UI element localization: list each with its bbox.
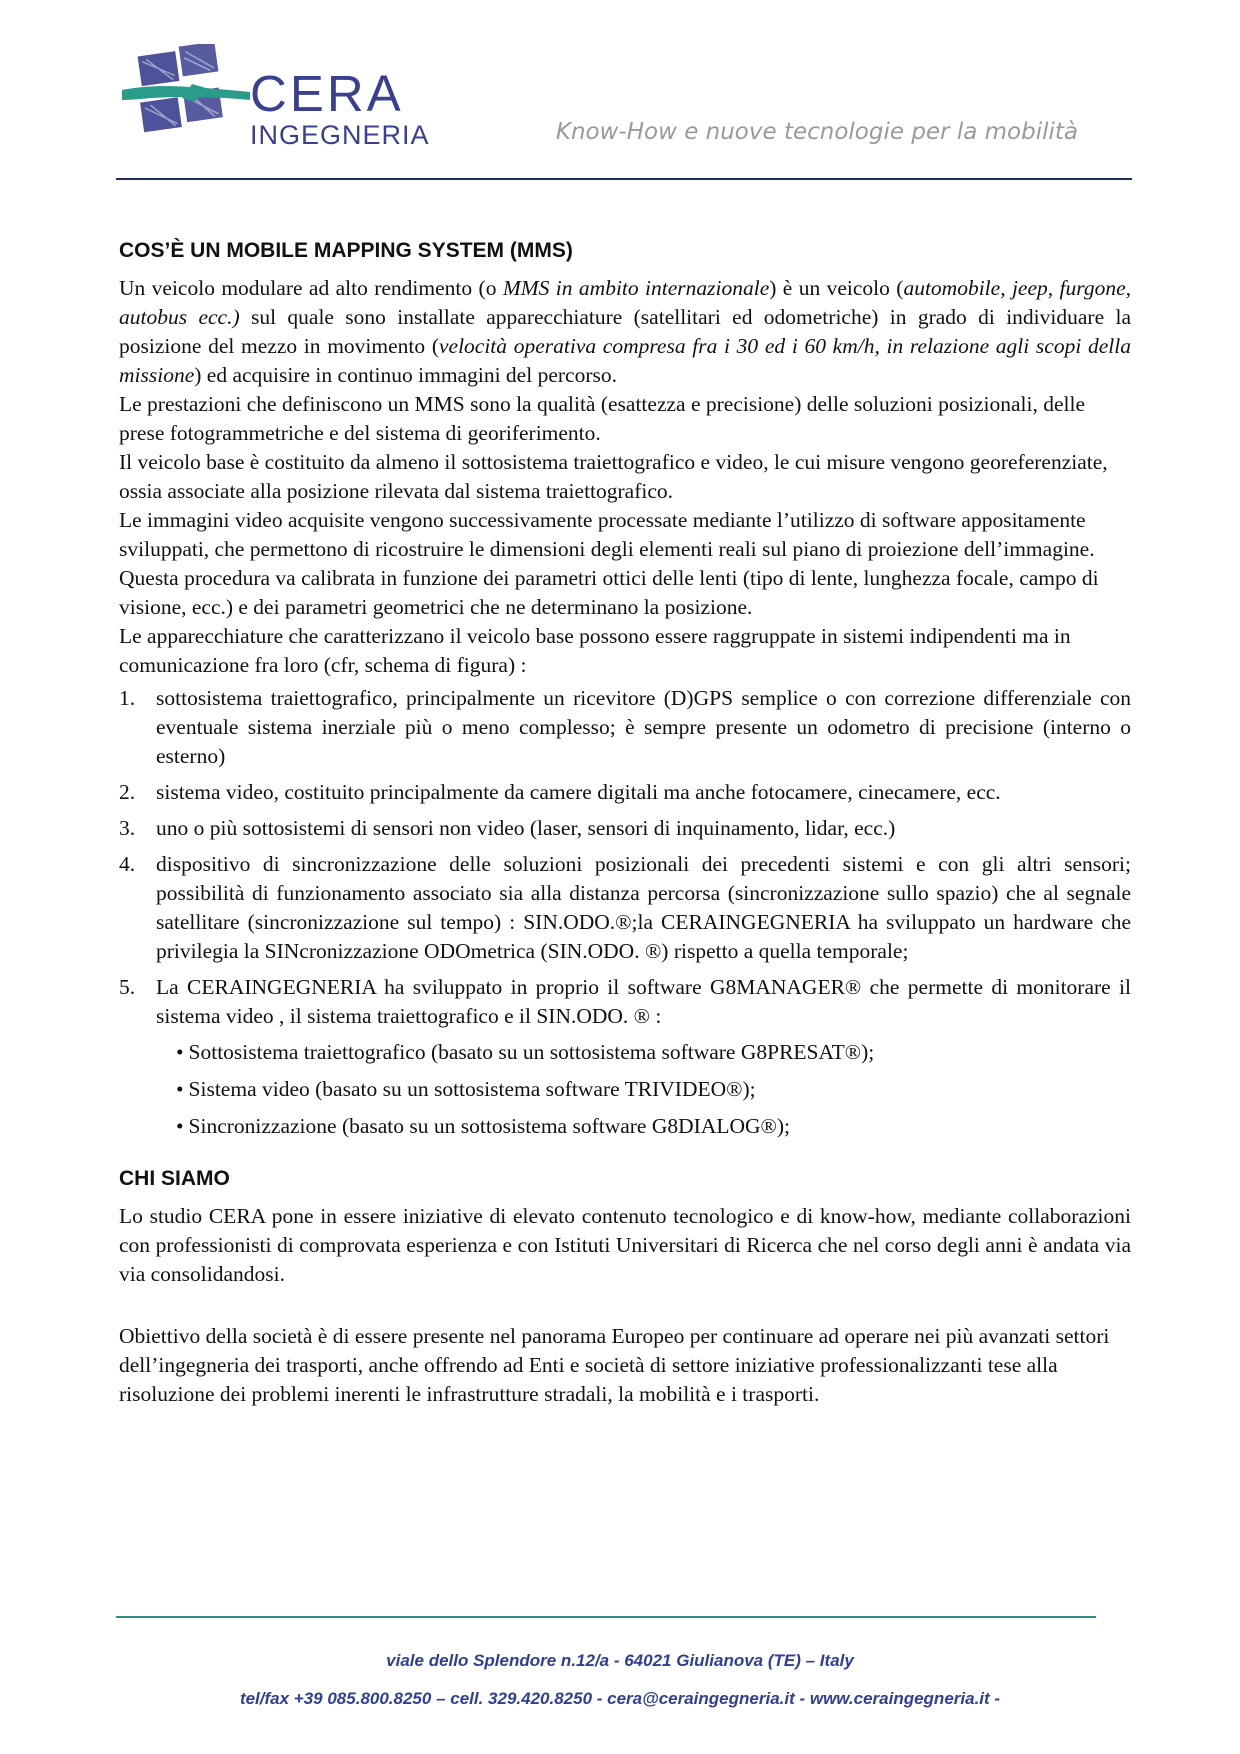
logo-mark-icon bbox=[122, 44, 252, 154]
list-item-text: sottosistema traiettografico, principalmente un ricevitore (D)GPS semplice o con correzione differenziale con eventuale sistema inerziale più o meno complesso; è sempre presente un odometro di precisione (interno o esterno) bbox=[156, 686, 1131, 768]
footer-address: viale dello Splendore n.12/a - 64021 Giulianova (TE) – Italy bbox=[386, 1651, 854, 1670]
paragraph: Obiettivo della società è di essere presente nel panorama Europeo per continuare ad operare nei più avanzati settori dell’ingegneria dei trasporti, anche offrendo ad Enti e società di settore iniziative professionalizzanti tese alla risoluzione dei problemi inerenti le infrastrutture stradali, la mobilità e i trasporti. bbox=[119, 1324, 1110, 1406]
list-item-number: 3. bbox=[119, 816, 136, 840]
header-tagline: Know-How e nuove tecnologie per la mobilità bbox=[555, 119, 1078, 145]
list-item bbox=[119, 973, 1131, 1031]
footer-contacts: tel/fax +39 085.800.8250 – cell. 329.420.8250 - cera@ceraingegneria.it - www.ceraingegneria.it - bbox=[239, 1689, 1001, 1708]
bullet-list bbox=[119, 1038, 1131, 1141]
paragraph: Le apparecchiature che caratterizzano il veicolo base possono essere raggruppate in sistemi indipendenti ma in comunicazione fra loro (cfr, schema di figura) : bbox=[119, 624, 1071, 677]
list-item-text: dispositivo di sincronizzazione delle soluzioni posizionali dei precedenti sistemi e con gli altri sensori; possibilità di funzionamento associato sia alla distanza percorsa (sincronizzazione sullo spazio) che al segnale satellitare (sincronizzazione sul tempo) : SIN.ODO.®;la CERAINGEGNERIA ha sviluppato un hardware che privilegia la SINcronizzazione ODOmetrica (SIN.ODO. ®) rispetto a quella temporale; bbox=[156, 852, 1131, 963]
intro-text-1: Un veicolo modulare ad alto rendimento (o bbox=[119, 276, 503, 300]
section-heading-chi-siamo: CHI SIAMO bbox=[119, 1167, 230, 1190]
list-item bbox=[119, 684, 1131, 771]
intro-paragraph bbox=[119, 274, 1131, 390]
list-item-number: 2. bbox=[119, 780, 136, 804]
logo-text-ingegneria: INGEGNERIA bbox=[250, 120, 430, 150]
bullet-item bbox=[176, 1075, 1131, 1104]
list-item-text: sistema video, costituito principalmente da camere digitali ma anche fotocamere, cinecamere, ecc. bbox=[156, 780, 1001, 804]
header-divider bbox=[116, 178, 1132, 180]
list-item-number: 5. bbox=[119, 975, 136, 999]
bullet-icon: • bbox=[176, 1077, 184, 1101]
intro-text-2: ) è un veicolo ( bbox=[769, 276, 904, 300]
paragraph: Lo studio CERA pone in essere iniziative di elevato contenuto tecnologico e di know-how, mediante collaborazioni con professionisti di comprovata esperienza e con Istituti Universitari di Ricerca che nel corso degli anni è andata via via consolidandosi. bbox=[119, 1204, 1131, 1286]
company-logo bbox=[122, 44, 467, 154]
bullet-text: Sottosistema traiettografico (basato su un sottosistema software G8PRESAT®); bbox=[188, 1040, 875, 1064]
bullet-text: Sincronizzazione (basato su un sottosistema software G8DIALOG®); bbox=[188, 1114, 790, 1138]
intro-italic-2: automobile, jeep, furgone, autobus ecc.) bbox=[119, 276, 1131, 329]
bullet-text: Sistema video (basato su un sottosistema software TRIVIDEO®); bbox=[188, 1077, 756, 1101]
section-heading-mms: COS’È UN MOBILE MAPPING SYSTEM (MMS) bbox=[119, 239, 573, 262]
bullet-icon: • bbox=[176, 1040, 184, 1064]
list-item-text: La CERAINGEGNERIA ha sviluppato in proprio il software G8MANAGER® che permette di monitorare il sistema video , il sistema traiettografico e il SIN.ODO. ® : bbox=[156, 975, 1131, 1028]
list-item bbox=[119, 850, 1131, 966]
logo-text-cera: CERA bbox=[250, 65, 404, 122]
paragraph: Le prestazioni che definiscono un MMS sono la qualità (esattezza e precisione) delle soluzioni posizionali, delle prese fotogrammetriche e del sistema di georiferimento. bbox=[119, 392, 1085, 445]
bullet-item bbox=[176, 1038, 1131, 1067]
list-item-text: uno o più sottosistemi di sensori non video (laser, sensori di inquinamento, lidar, ecc.) bbox=[156, 816, 896, 840]
list-item bbox=[119, 778, 1131, 807]
footer-divider bbox=[116, 1616, 1096, 1618]
paragraph: Le immagini video acquisite vengono successivamente processate mediante l’utilizzo di software appositamente sviluppati, che permettono di ricostruire le dimensioni degli elementi reali sul piano di proiezione dell’immagine. Questa procedura va calibrata in funzione dei parametri ottici delle lenti (tipo di lente, lunghezza focale, campo di visione, ecc.) e dei parametri geometrici che ne determinano la posizione. bbox=[119, 508, 1099, 619]
intro-italic-1: MMS in ambito internazionale bbox=[502, 276, 770, 300]
numbered-list bbox=[119, 684, 1131, 1031]
main-content bbox=[119, 236, 1131, 1409]
paragraph: Il veicolo base è costituito da almeno il sottosistema traiettografico e video, le cui misure vengono georeferenziate, ossia associate alla posizione rilevata dal sistema traiettografico. bbox=[119, 450, 1108, 503]
bullet-icon: • bbox=[176, 1114, 184, 1138]
bullet-item bbox=[176, 1112, 1131, 1141]
list-item-number: 1. bbox=[119, 686, 136, 710]
paragraph-spacer bbox=[119, 1289, 1131, 1322]
list-item bbox=[119, 814, 1131, 843]
intro-text-3: sul quale sono installate apparecchiature (satellitari ed odometriche) in grado di individuare la posizione del mezzo in movimento ( bbox=[119, 305, 1131, 358]
list-item-number: 4. bbox=[119, 852, 136, 876]
intro-text-4: ) ed acquisire in continuo immagini del percorso. bbox=[194, 363, 617, 387]
intro-italic-3: velocità operativa compresa fra i 30 ed i 60 km/h, in relazione agli scopi della missione bbox=[119, 334, 1131, 387]
